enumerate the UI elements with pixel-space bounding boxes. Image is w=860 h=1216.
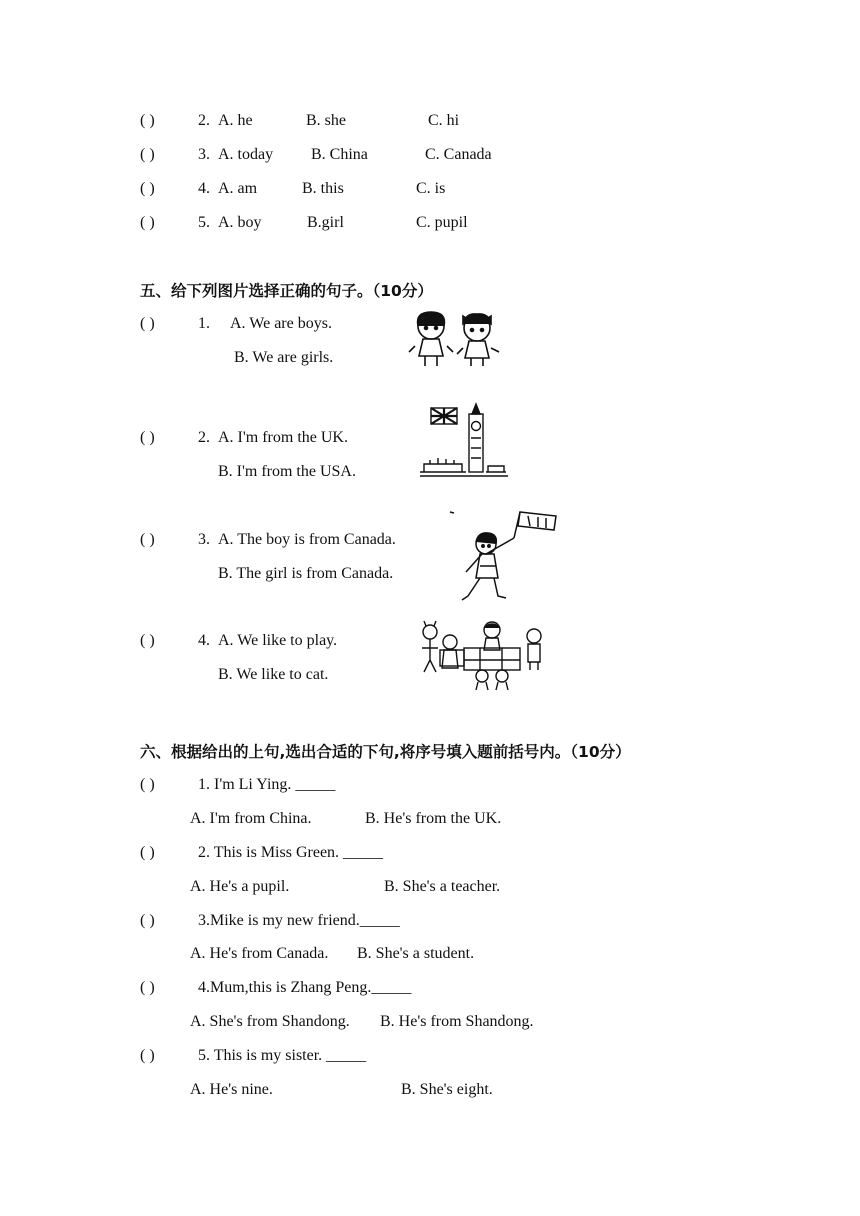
option-b: B. this xyxy=(302,180,344,197)
option-b: B. she xyxy=(306,112,346,129)
option-a: A. He's a pupil. xyxy=(190,878,290,895)
question-text: 5. This is my sister. _____ xyxy=(198,1047,367,1064)
question-number: 4. xyxy=(198,632,210,649)
option-b: B. She's a teacher. xyxy=(384,878,501,895)
option-a: A. The boy is from Canada. xyxy=(218,531,396,548)
big-ben-flag-icon xyxy=(418,402,510,482)
answer-paren[interactable]: ( ) xyxy=(140,315,155,332)
children-eating-icon xyxy=(418,620,550,692)
answer-paren[interactable]: ( ) xyxy=(140,531,155,548)
answer-paren[interactable]: ( ) xyxy=(140,632,155,649)
answer-paren[interactable]: ( ) xyxy=(140,180,155,197)
option-c: C. is xyxy=(416,180,446,197)
question-number: 3. xyxy=(198,531,210,548)
option-a: A. He's from Canada. xyxy=(190,945,329,962)
option-a: A. We are boys. xyxy=(230,315,332,332)
question-number: 3. xyxy=(198,146,210,163)
option-b: B. We are girls. xyxy=(234,349,334,366)
option-a: A. he xyxy=(218,112,253,129)
option-b: B. I'm from the USA. xyxy=(218,463,356,480)
option-a: A. I'm from the UK. xyxy=(218,429,348,446)
option-a: A. today xyxy=(218,146,274,163)
option-b: B. We like to cat. xyxy=(218,666,329,683)
question-number: 1. xyxy=(198,315,210,332)
two-girls-icon xyxy=(405,308,505,370)
question-text: 4.Mum,this is Zhang Peng._____ xyxy=(198,979,412,996)
option-b: B. He's from Shandong. xyxy=(380,1013,534,1030)
answer-paren[interactable]: ( ) xyxy=(140,979,155,996)
question-text: 2. This is Miss Green. _____ xyxy=(198,844,384,861)
option-b: B.girl xyxy=(307,214,344,231)
answer-paren[interactable]: ( ) xyxy=(140,776,155,793)
option-c: C. hi xyxy=(428,112,460,129)
option-c: C. Canada xyxy=(425,146,492,163)
girl-with-flag-icon xyxy=(448,508,562,606)
option-c: C. pupil xyxy=(416,214,468,231)
section-heading: 六、根据给出的上句,选出合适的下句,将序号填入题前括号内。（10分） xyxy=(140,743,631,761)
question-number: 5. xyxy=(198,214,210,231)
option-b: B. He's from the UK. xyxy=(365,810,502,827)
answer-paren[interactable]: ( ) xyxy=(140,844,155,861)
option-a: A. We like to play. xyxy=(218,632,338,649)
question-text: 3.Mike is my new friend._____ xyxy=(198,912,400,929)
option-a: A. I'm from China. xyxy=(190,810,312,827)
answer-paren[interactable]: ( ) xyxy=(140,112,155,129)
option-a: A. boy xyxy=(218,214,262,231)
answer-paren[interactable]: ( ) xyxy=(140,214,155,231)
answer-paren[interactable]: ( ) xyxy=(140,912,155,929)
answer-paren[interactable]: ( ) xyxy=(140,429,155,446)
option-b: B. She's a student. xyxy=(357,945,475,962)
question-text: 1. I'm Li Ying. _____ xyxy=(198,776,336,793)
option-a: A. am xyxy=(218,180,258,197)
question-number: 2. xyxy=(198,112,210,129)
question-number: 4. xyxy=(198,180,210,197)
answer-paren[interactable]: ( ) xyxy=(140,146,155,163)
option-a: A. She's from Shandong. xyxy=(190,1013,350,1030)
section-heading: 五、给下列图片选择正确的句子。（10分） xyxy=(140,282,433,300)
option-b: B. China xyxy=(311,146,368,163)
option-b: B. The girl is from Canada. xyxy=(218,565,394,582)
option-a: A. He's nine. xyxy=(190,1081,273,1098)
option-b: B. She's eight. xyxy=(401,1081,493,1098)
answer-paren[interactable]: ( ) xyxy=(140,1047,155,1064)
question-number: 2. xyxy=(198,429,210,446)
